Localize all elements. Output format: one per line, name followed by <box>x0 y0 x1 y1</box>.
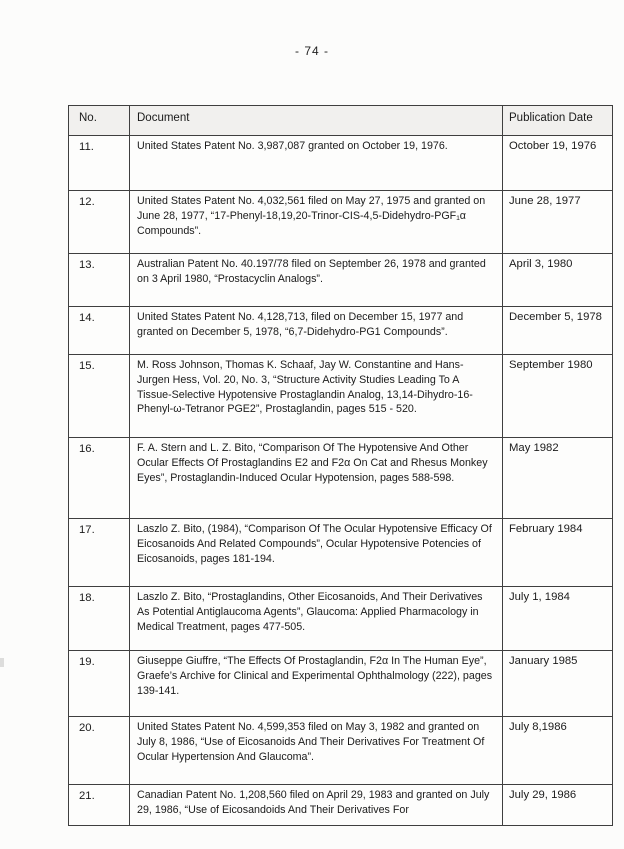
row-publication-date: October 19, 1976 <box>503 136 613 191</box>
header-document: Document <box>130 106 503 136</box>
row-document-text: United States Patent No. 4,032,561 filed on May 27, 1975 and granted on June 28, 1977, “17-Phenyl-18,19,20-Trinor-CIS-4,5-Didehydro-PGF₁α Compounds”. <box>130 191 503 254</box>
table-row <box>69 355 613 438</box>
row-publication-date: June 28, 1977 <box>503 191 613 254</box>
row-number: 13. <box>69 254 130 307</box>
table-row <box>69 191 613 254</box>
row-number: 12. <box>69 191 130 254</box>
table-row <box>69 519 613 587</box>
row-number: 21. <box>69 785 130 826</box>
row-publication-date: July 29, 1986 <box>503 785 613 826</box>
row-document-text: Laszlo Z. Bito, (1984), “Comparison Of The Ocular Hypotensive Efficacy Of Eicosanoids And Related Compounds”, Ocular Hypotensive Potencies of Eicosanoids, pages 181-194. <box>130 519 503 587</box>
row-publication-date: July 1, 1984 <box>503 587 613 651</box>
row-publication-date: September 1980 <box>503 355 613 438</box>
table-row <box>69 587 613 651</box>
scan-artifact <box>0 658 4 667</box>
row-document-text: Giuseppe Giuffre, “The Effects Of Prostaglandin, F2α In The Human Eye”, Graefe’s Archive for Clinical and Experimental Ophthalmology (222), pages 139-141. <box>130 651 503 717</box>
row-document-text: M. Ross Johnson, Thomas K. Schaaf, Jay W. Constantine and Hans-Jurgen Hess, Vol. 20, No. 3, “Structure Activity Studies Leading To A Tissue-Selective Hypotensive Prostaglandin Analog, 13,14-Dihydro-16-Phenyl-ω-Tetranor PGE2”, Prostaglandin, pages 515 - 520. <box>130 355 503 438</box>
table-row <box>69 307 613 355</box>
row-publication-date: January 1985 <box>503 651 613 717</box>
table-row <box>69 136 613 191</box>
row-document-text: United States Patent No. 3,987,087 granted on October 19, 1976. <box>130 136 503 191</box>
page-number: - 74 - <box>294 44 329 58</box>
row-number: 17. <box>69 519 130 587</box>
row-document-text: Australian Patent No. 40.197/78 filed on September 26, 1978 and granted on 3 April 1980, “Prostacyclin Analogs”. <box>130 254 503 307</box>
row-number: 16. <box>69 438 130 519</box>
row-publication-date: February 1984 <box>503 519 613 587</box>
row-number: 20. <box>69 717 130 785</box>
row-number: 11. <box>69 136 130 191</box>
row-document-text: United States Patent No. 4,128,713, filed on December 15, 1977 and granted on December 5, 1978, “6,7-Didehydro-PG1 Compounds”. <box>130 307 503 355</box>
table-row <box>69 785 613 826</box>
row-number: 18. <box>69 587 130 651</box>
row-publication-date: December 5, 1978 <box>503 307 613 355</box>
row-document-text: Canadian Patent No. 1,208,560 filed on April 29, 1983 and granted on July 29, 1986, “Use of Eicosandoids And Their Derivatives For <box>130 785 503 826</box>
table-row <box>69 438 613 519</box>
row-publication-date: May 1982 <box>503 438 613 519</box>
header-no: No. <box>69 106 130 136</box>
table-row <box>69 717 613 785</box>
row-number: 15. <box>69 355 130 438</box>
table-row <box>69 254 613 307</box>
row-document-text: F. A. Stern and L. Z. Bito, “Comparison Of The Hypotensive And Other Ocular Effects Of Prostaglandins E2 and F2α On Cat and Rhesus Monkey Eyes”, Prostaglandin-Induced Ocular Hypotension, pages 588-598. <box>130 438 503 519</box>
row-publication-date: July 8,1986 <box>503 717 613 785</box>
row-number: 19. <box>69 651 130 717</box>
prior-art-documents-table <box>68 105 613 826</box>
row-document-text: Laszlo Z. Bito, “Prostaglandins, Other Eicosanoids, And Their Derivatives As Potential Antiglaucoma Agents”, Glaucoma: Applied Pharmacology in Medical Treatment, pages 477-505. <box>130 587 503 651</box>
row-number: 14. <box>69 307 130 355</box>
table-header-row <box>69 106 613 136</box>
row-publication-date: April 3, 1980 <box>503 254 613 307</box>
header-publication-date: Publication Date <box>503 106 613 136</box>
row-document-text: United States Patent No. 4,599,353 filed on May 3, 1982 and granted on July 8, 1986, “Use of Eicosanoids And Their Derivatives For Treatment Of Ocular Hypertension And Glaucoma”. <box>130 717 503 785</box>
table-row <box>69 651 613 717</box>
